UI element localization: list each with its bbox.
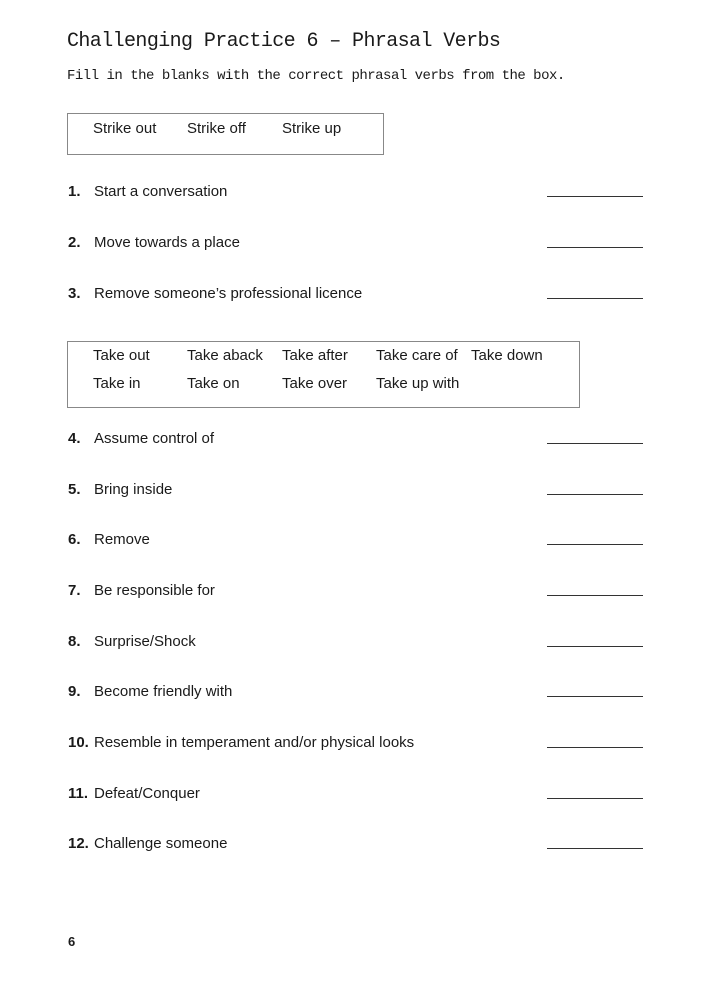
question-number: 4. bbox=[68, 430, 81, 447]
word-option: Take up with bbox=[376, 375, 460, 392]
answer-blank[interactable] bbox=[547, 696, 643, 697]
page-number: 6 bbox=[68, 934, 76, 949]
word-option: Strike out bbox=[93, 120, 157, 137]
question-number: 3. bbox=[68, 285, 81, 302]
question-item bbox=[68, 733, 644, 757]
word-option: Take out bbox=[93, 347, 150, 364]
question-item bbox=[68, 784, 644, 808]
answer-blank[interactable] bbox=[547, 298, 643, 299]
answer-blank[interactable] bbox=[547, 595, 643, 596]
word-option: Take care of bbox=[376, 347, 458, 364]
page-title: Challenging Practice 6 – Phrasal Verbs bbox=[67, 30, 501, 53]
word-box-take bbox=[67, 341, 580, 408]
word-option: Take in bbox=[93, 375, 141, 392]
answer-blank[interactable] bbox=[547, 247, 643, 248]
answer-blank[interactable] bbox=[547, 544, 643, 545]
answer-blank[interactable] bbox=[547, 848, 643, 849]
question-text: Surprise/Shock bbox=[94, 633, 196, 650]
question-text: Remove someone’s professional licence bbox=[94, 285, 363, 302]
question-number: 6. bbox=[68, 531, 81, 548]
question-number: 2. bbox=[68, 234, 81, 251]
question-number: 11. bbox=[68, 785, 89, 802]
question-item bbox=[68, 182, 644, 206]
answer-blank[interactable] bbox=[547, 443, 643, 444]
question-item bbox=[68, 834, 644, 858]
question-text: Remove bbox=[94, 531, 150, 548]
word-option: Take aback bbox=[187, 347, 263, 364]
question-number: 10. bbox=[68, 734, 89, 751]
question-item bbox=[68, 530, 644, 554]
question-item bbox=[68, 632, 644, 656]
answer-blank[interactable] bbox=[547, 196, 643, 197]
question-number: 9. bbox=[68, 683, 81, 700]
question-number: 8. bbox=[68, 633, 81, 650]
answer-blank[interactable] bbox=[547, 747, 643, 748]
question-item bbox=[68, 581, 644, 605]
question-text: Assume control of bbox=[94, 430, 215, 447]
word-option: Take over bbox=[282, 375, 348, 392]
question-text: Bring inside bbox=[94, 481, 173, 498]
question-text: Become friendly with bbox=[94, 683, 233, 700]
question-number: 12. bbox=[68, 835, 89, 852]
question-number: 7. bbox=[68, 582, 81, 599]
question-number: 1. bbox=[68, 183, 81, 200]
question-text: Move towards a place bbox=[94, 234, 240, 251]
question-text: Resemble in temperament and/or physical looks bbox=[94, 734, 415, 751]
answer-blank[interactable] bbox=[547, 494, 643, 495]
answer-blank[interactable] bbox=[547, 798, 643, 799]
word-option: Take on bbox=[187, 375, 240, 392]
question-item bbox=[68, 429, 644, 453]
word-option: Take after bbox=[282, 347, 348, 364]
question-item bbox=[68, 682, 644, 706]
question-item bbox=[68, 233, 644, 257]
question-text: Start a conversation bbox=[94, 183, 228, 200]
word-option: Strike up bbox=[282, 120, 342, 137]
question-item bbox=[68, 284, 644, 308]
question-number: 5. bbox=[68, 481, 81, 498]
word-option: Strike off bbox=[187, 120, 246, 137]
question-text: Challenge someone bbox=[94, 835, 228, 852]
word-box-strike bbox=[67, 113, 384, 155]
word-option: Take down bbox=[471, 347, 543, 364]
instructions-text: Fill in the blanks with the correct phrasal verbs from the box. bbox=[67, 68, 565, 84]
answer-blank[interactable] bbox=[547, 646, 643, 647]
question-item bbox=[68, 480, 644, 504]
question-text: Be responsible for bbox=[94, 582, 215, 599]
question-text: Defeat/Conquer bbox=[94, 785, 200, 802]
